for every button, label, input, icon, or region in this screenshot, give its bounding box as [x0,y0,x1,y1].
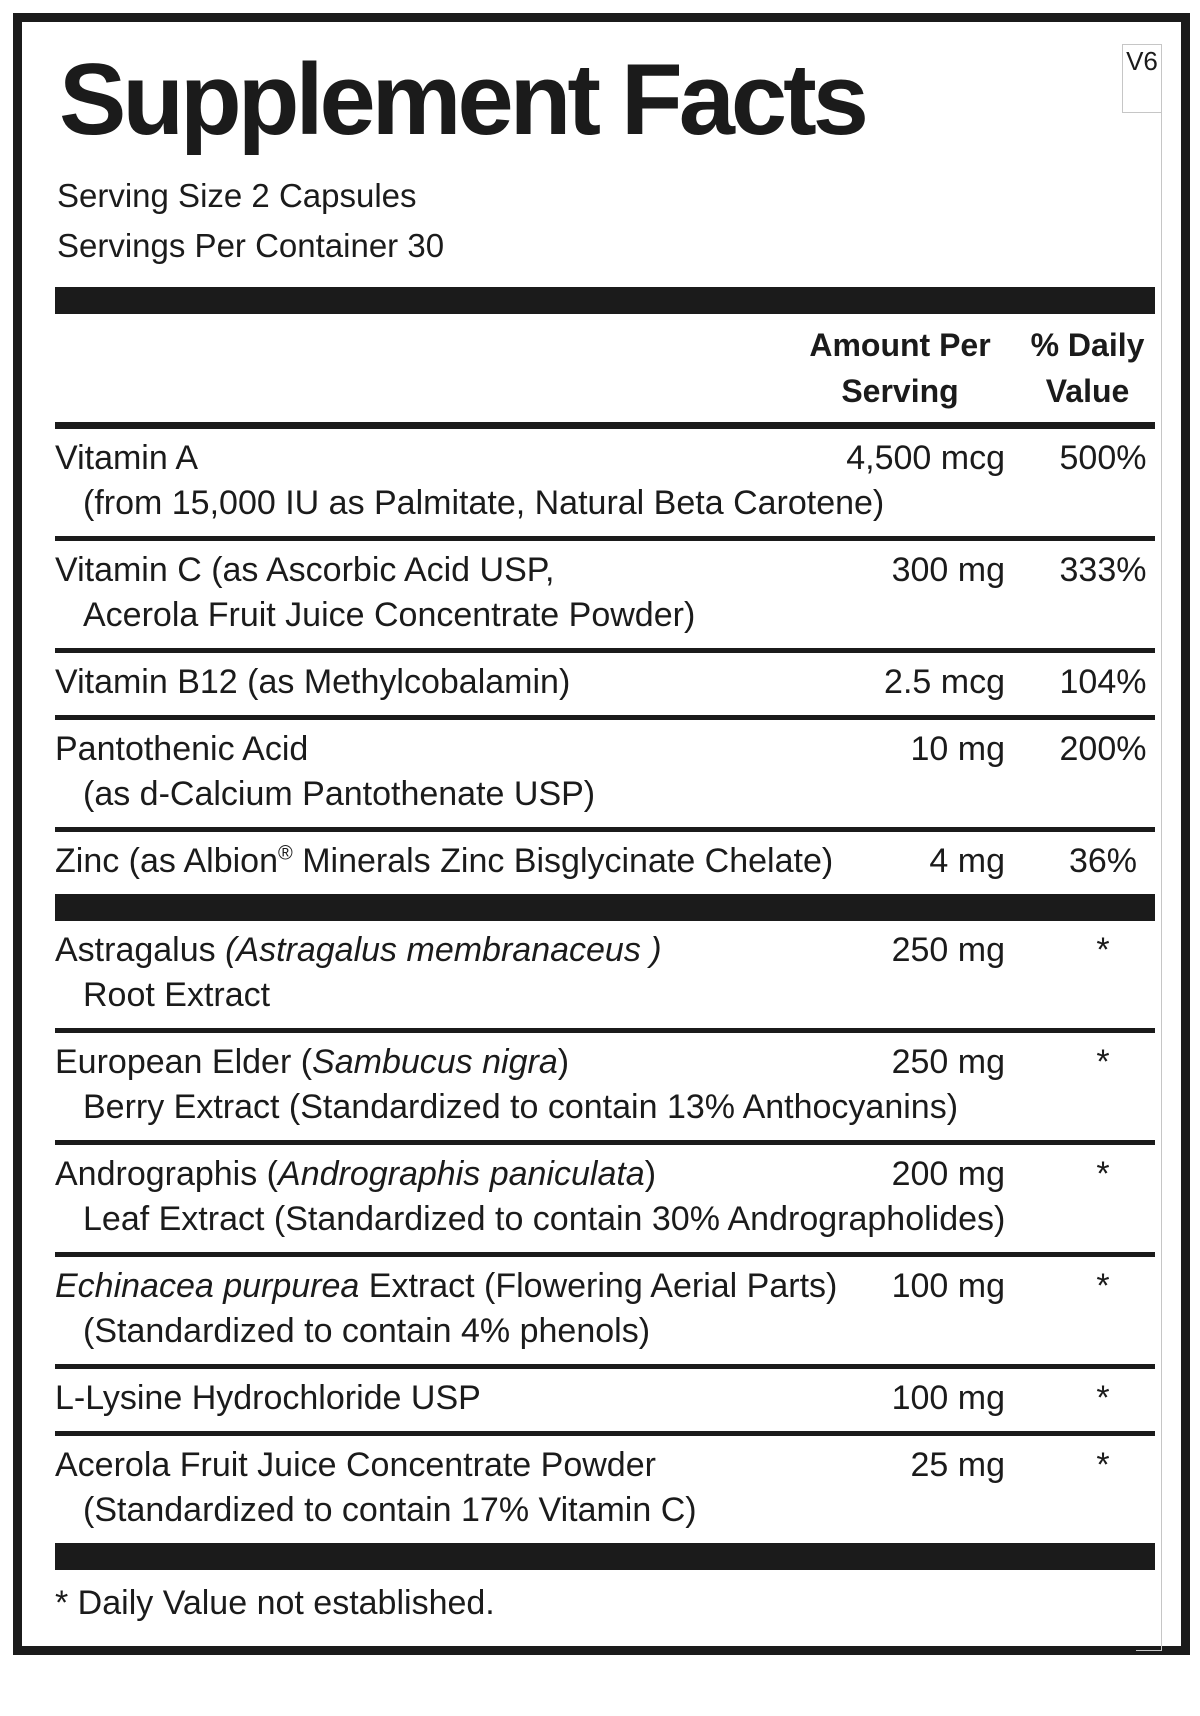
artwork-outline-bottom [1136,1650,1162,1651]
ingredient-daily-value: * [1096,1379,1110,1417]
footnote: * Daily Value not established. [55,1584,495,1622]
latin-name: (Astragalus membranaceus ) [225,931,662,969]
name-text: European Elder ( [55,1043,313,1081]
row-divider [55,1543,1155,1570]
ingredient-name-detail [55,1197,1155,1242]
ingredient-amount: 250 mg [891,1043,1005,1081]
name-text: Root Extract [83,976,271,1014]
name-text: ) [644,1155,657,1193]
name-text: Vitamin B12 (as Methylcobalamin) [55,663,571,701]
amount-header-line1: Amount Per [809,327,991,363]
ingredient-daily-value: 500% [1059,439,1147,477]
name-text: Vitamin C (as Ascorbic Acid USP, [55,551,555,589]
section-bar [55,287,1155,314]
serving-size: Serving Size 2 Capsules [57,177,417,214]
ingredient-daily-value: 200% [1059,730,1147,768]
header-divider [55,422,1155,429]
label-title: Supplement Facts [59,44,865,156]
ingredient-amount: 4 mg [929,842,1005,880]
ingredient-row [55,541,1155,648]
supplement-facts-label [13,13,1190,1655]
ingredient-row [55,1369,1155,1431]
name-text: ) [557,1043,570,1081]
ingredient-name-detail [55,1085,1155,1130]
ingredient-row [55,1257,1155,1364]
ingredient-daily-value: * [1096,1043,1110,1081]
ingredient-name-detail [55,1309,1155,1354]
name-text: Astragalus [55,931,226,969]
name-text: Berry Extract (Standardized to contain 13% Anthocyanins) [83,1088,959,1126]
ingredient-name-detail [55,481,1155,526]
name-text: (as d-Calcium Pantothenate USP) [83,775,596,813]
latin-name: Echinacea purpurea [55,1267,360,1305]
ingredient-name-detail [55,772,1155,817]
ingredient-daily-value: 36% [1068,842,1138,880]
ingredient-amount: 300 mg [891,551,1005,589]
dv-header-line2: Value [1045,373,1130,409]
name-text: Acerola Fruit Juice Concentrate Powder) [83,596,696,634]
artwork-outline-vertical [1161,112,1162,1650]
ingredient-amount: 250 mg [891,931,1005,969]
name-text: Pantothenic Acid [55,730,309,768]
name-text: Zinc (as Albion [55,842,278,880]
column-headers [55,314,1155,422]
ingredient-amount: 200 mg [891,1155,1005,1193]
ingredient-daily-value: * [1096,931,1110,969]
ingredient-row [55,1033,1155,1140]
dv-header-line1: % Daily [1030,327,1145,363]
amount-header-line2: Serving [841,373,959,409]
ingredient-amount: 25 mg [910,1446,1005,1484]
version-tag: V6 [1122,44,1162,113]
ingredient-row [55,921,1155,1028]
latin-name: Andrographis paniculata [278,1155,645,1193]
ingredient-row [55,1145,1155,1252]
ingredient-daily-value: * [1096,1267,1110,1305]
ingredient-amount: 2.5 mcg [884,663,1005,701]
ingredient-row [55,429,1155,536]
ingredient-daily-value: 104% [1059,663,1147,701]
label-content [22,22,1181,1626]
ingredient-daily-value: * [1096,1446,1110,1484]
name-text: (Standardized to contain 4% phenols) [83,1312,651,1350]
ingredient-row [55,653,1155,715]
name-text: Andrographis ( [55,1155,279,1193]
ingredient-amount: 10 mg [910,730,1005,768]
daily-value-header [1020,322,1155,414]
ingredient-amount: 100 mg [891,1267,1005,1305]
name-text: Minerals Zinc Bisglycinate Chelate) [292,842,834,880]
servings-per-container: Servings Per Container 30 [57,227,445,264]
name-text: (from 15,000 IU as Palmitate, Natural Beta Carotene) [83,484,885,522]
name-text: (Standardized to contain 17% Vitamin C) [83,1491,697,1529]
ingredient-name-detail [55,973,1155,1018]
latin-name: Sambucus nigra [312,1043,558,1081]
ingredient-name-detail [55,593,1155,638]
ingredient-rows [55,429,1155,1570]
amount-per-serving-header [785,322,1015,414]
ingredient-row [55,720,1155,827]
ingredient-row [55,1436,1155,1543]
ingredient-daily-value: * [1096,1155,1110,1193]
name-text: Acerola Fruit Juice Concentrate Powder [55,1446,656,1484]
row-divider [55,894,1155,921]
name-text: ® [278,842,293,865]
ingredient-amount: 100 mg [891,1379,1005,1417]
name-text: Leaf Extract (Standardized to contain 30% Andrographolides) [83,1200,1006,1238]
ingredient-name-detail [55,1488,1155,1533]
name-text: Vitamin A [55,439,199,477]
ingredient-daily-value: 333% [1059,551,1147,589]
ingredient-amount: 4,500 mcg [846,439,1005,477]
name-text: L-Lysine Hydrochloride USP [55,1379,481,1417]
ingredient-row [55,832,1155,894]
name-text: Extract (Flowering Aerial Parts) [359,1267,838,1305]
